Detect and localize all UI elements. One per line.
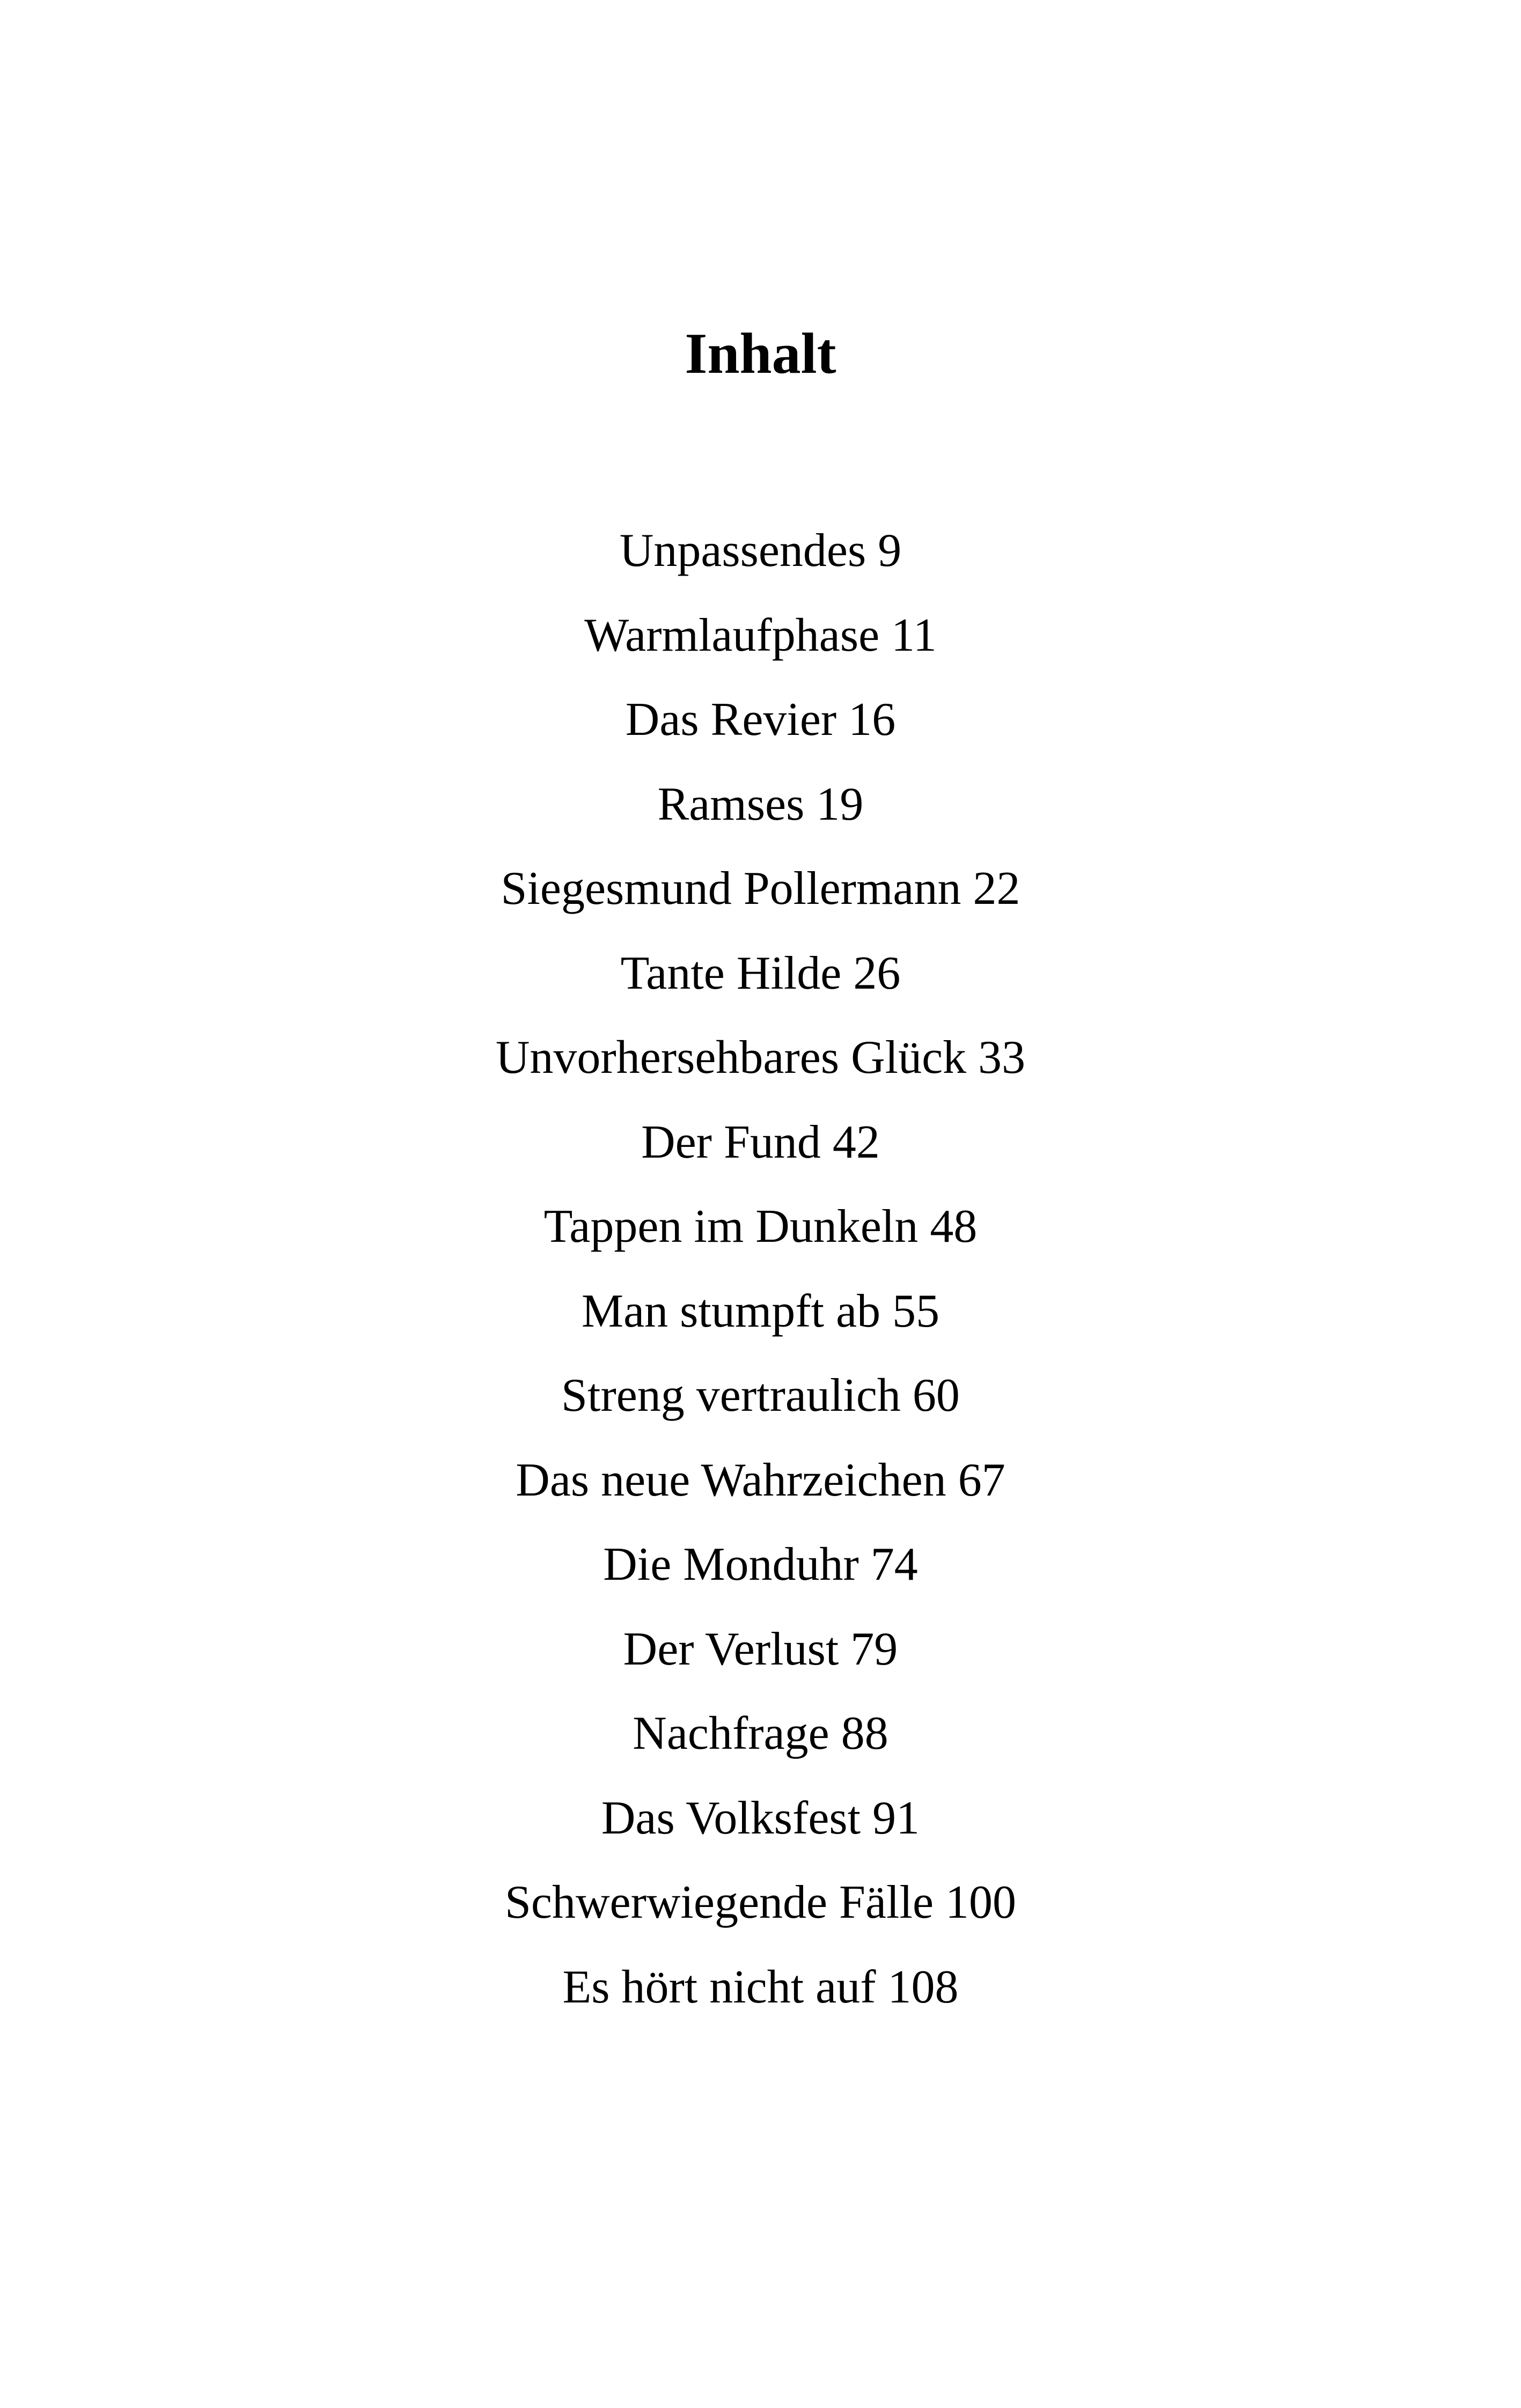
toc-entry: Unvorhersehbares Glück 33 — [495, 1032, 1026, 1084]
toc-entry: Ramses 19 — [657, 778, 864, 830]
toc-entry: Das Volksfest 91 — [601, 1792, 920, 1844]
toc-entry: Nachfrage 88 — [633, 1707, 888, 1759]
toc-entry: Es hört nicht auf 108 — [562, 1961, 959, 2013]
toc-entry: Schwerwiegende Fälle 100 — [504, 1876, 1017, 1928]
toc-entry: Streng vertraulich 60 — [561, 1369, 960, 1422]
toc-entry: Tappen im Dunkeln 48 — [543, 1201, 978, 1253]
page-title: Inhalt — [685, 322, 836, 386]
toc-entry: Tante Hilde 26 — [620, 947, 901, 999]
toc-entry: Das Revier 16 — [625, 694, 896, 746]
toc-entry: Warmlaufphase 11 — [584, 609, 937, 661]
toc-entry: Das neue Wahrzeichen 67 — [516, 1454, 1005, 1506]
toc-entry: Die Monduhr 74 — [603, 1538, 918, 1590]
toc-entry: Man stumpft ab 55 — [581, 1285, 940, 1337]
table-of-contents — [0, 509, 1521, 2029]
toc-entry: Unpassendes 9 — [619, 525, 902, 577]
toc-entry: Der Verlust 79 — [623, 1623, 898, 1675]
toc-entry: Siegesmund Pollermann 22 — [501, 863, 1020, 915]
toc-entry: Der Fund 42 — [641, 1116, 880, 1168]
